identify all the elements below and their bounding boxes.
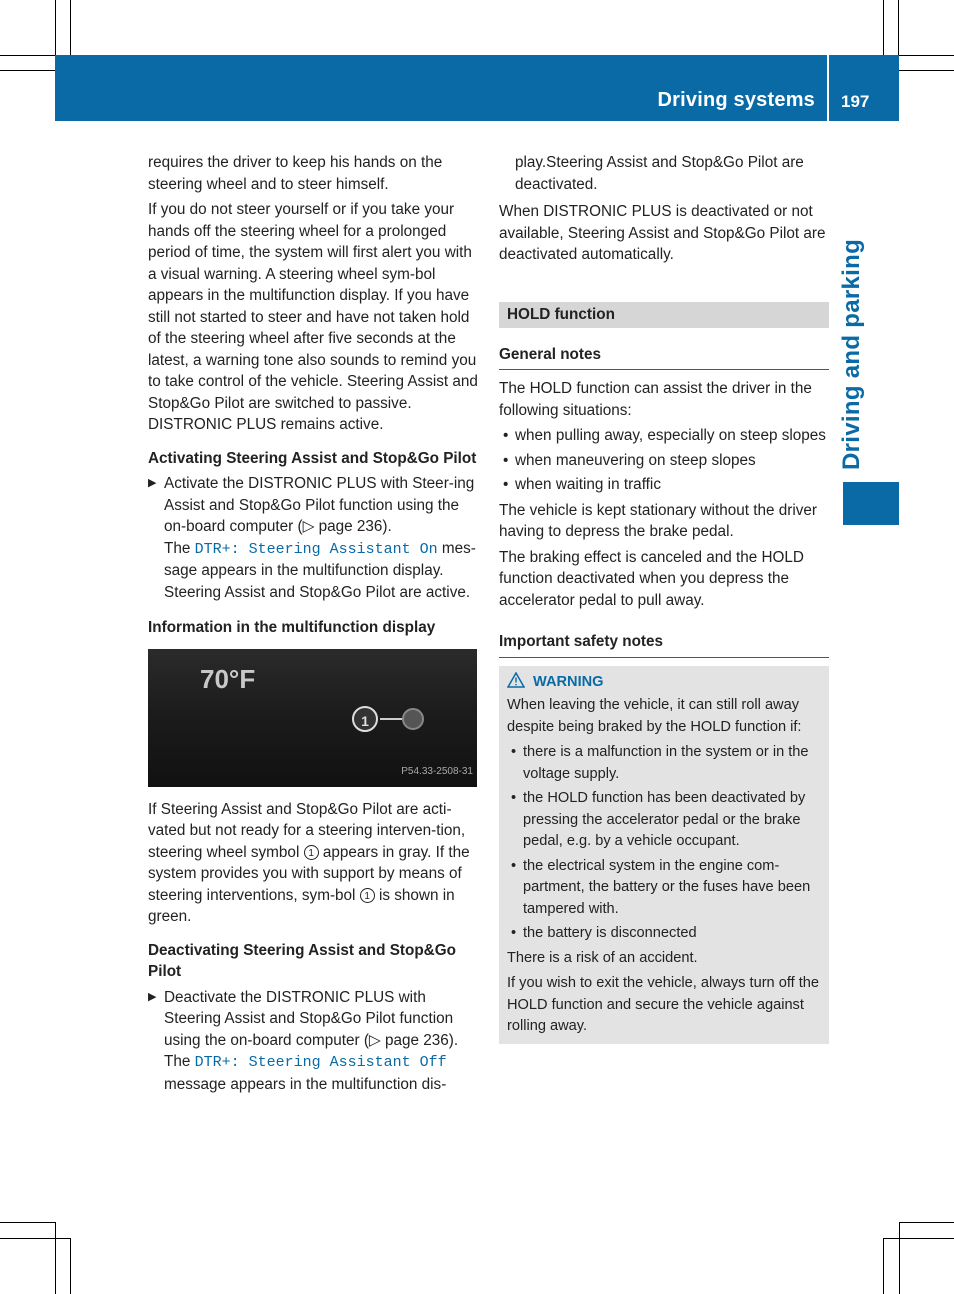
paragraph: If Steering Assist and Stop&Go Pilot are acti-vated but not ready for a steering interven-tion, steering wheel symbol 1 appears in gray. If the system provides you with support by means of steering interventions, sym-bol 1 is shown in green. (148, 800, 470, 925)
list-item: • the battery is disconnected (507, 923, 821, 945)
callout-line (380, 718, 402, 720)
bullet-icon: • (503, 476, 509, 493)
warning-triangle-icon (507, 672, 525, 688)
crop-mark (898, 0, 899, 55)
crop-mark (899, 1222, 954, 1223)
left-column (148, 152, 480, 1099)
paragraph: If you wish to exit the vehicle, always turn off the HOLD function and secure the vehicle against rolling away. (507, 975, 820, 1034)
crop-mark (899, 70, 954, 71)
bullet-icon: • (503, 427, 509, 444)
crop-mark (70, 1238, 71, 1294)
crop-mark (55, 0, 56, 55)
subheading: Important safety notes (499, 631, 829, 658)
paragraph: When DISTRONIC PLUS is deactivated or not available, Steering Assist and Stop&Go Pilot are deactivated automatically. (499, 203, 826, 263)
list-item: • when pulling away, especially on steep slopes (499, 425, 829, 447)
chapter-tab-marker (843, 482, 899, 525)
step-text: Activate the DISTRONIC PLUS with Steer-ing Assist and Stop&Go Pilot function using the on-board computer (▷ page 236). (164, 475, 475, 535)
crop-mark (883, 1238, 884, 1294)
list-item: • there is a malfunction in the system or in the voltage supply. (511, 744, 809, 782)
multifunction-display-image (148, 649, 477, 787)
callout-one-icon: 1 (304, 845, 319, 860)
list-item: • the electrical system in the engine com-partment, the battery or the fuses have been tampered with. (511, 857, 811, 917)
paragraph: play.Steering Assist and Stop&Go Pilot are deactivated. (515, 154, 804, 193)
step-result: The DTR+: Steering Assistant Off message appears in the multifunction dis- (164, 1053, 447, 1093)
paragraph: There is a risk of an accident. (507, 949, 698, 966)
bullet-icon: • (511, 790, 517, 806)
bullet-icon: • (511, 857, 517, 874)
crop-mark (899, 1222, 900, 1294)
subheading: Activating Steering Assist and Stop&Go Pilot (148, 449, 477, 467)
display-message: DTR+: Steering Assistant On (194, 540, 438, 558)
crop-mark (55, 1222, 56, 1294)
paragraph: If you do not steer yourself or if you take your hands off the steering wheel for a prolonged period of time, the system will first alert you with a visual warning. A steering wheel sym-bol appears in the multifunction display. If you have still not started to steer and have not taken hold of the steering wheel after five seconds at the latest, a warning tone also sounds to remind you to take control of the vehicle. Steering Assist and Stop&Go Pilot are switched to passive. DISTRONIC PLUS remains active. (148, 201, 478, 433)
crop-mark (70, 0, 71, 55)
steering-wheel-icon (402, 708, 424, 730)
crop-mark (0, 1222, 55, 1223)
list-item: • the HOLD function has been deactivated by pressing the accelerator pedal or the brake pedal, e.g. by a vehicle occupant. (511, 790, 806, 849)
header-divider (827, 55, 829, 121)
page-number: 197 (841, 92, 870, 111)
warning-header (507, 672, 821, 694)
list-item: • when maneuvering on steep slopes (499, 450, 829, 472)
step-text: Deactivate the DISTRONIC PLUS with Steering Assist and Stop&Go Pilot function using the on-board computer (▷ page 236). (164, 988, 459, 1049)
bullet-icon: • (511, 744, 517, 760)
section-title: Driving systems (657, 89, 815, 111)
warning-box (499, 666, 829, 1044)
crop-mark (883, 0, 884, 55)
crop-mark (0, 1238, 70, 1239)
bullet-icon: • (503, 451, 509, 469)
section-band: HOLD function (499, 302, 829, 328)
instruction-step (148, 473, 480, 603)
paragraph: When leaving the vehicle, it can still roll away despite being braked by the HOLD function if: (507, 697, 802, 735)
step-arrow-icon: ▶ (148, 477, 157, 489)
display-temperature: 70°F (200, 663, 256, 694)
bullet-icon: • (511, 925, 517, 941)
step-result: The DTR+: Steering Assistant On mes-sage appears in the multifunction display. Steering Assist and Stop&Go Pilot are active. (164, 539, 476, 601)
subheading: General notes (499, 344, 829, 371)
image-code: P54.33-2508-31 (401, 766, 473, 777)
step-arrow-icon: ▶ (148, 990, 157, 1003)
header-bar (55, 55, 899, 121)
steering-wheel-symbol-icon: 1 (352, 706, 378, 732)
right-column (499, 152, 829, 1044)
subheading: Information in the multifunction display (148, 619, 436, 636)
crop-mark (883, 1238, 954, 1239)
subheading: Deactivating Steering Assist and Stop&Go Pilot (148, 941, 456, 980)
crop-mark (0, 70, 55, 71)
list-item: • when waiting in traffic (499, 474, 829, 496)
display-message: DTR+: Steering Assistant Off (194, 1054, 447, 1071)
instruction-step (148, 987, 480, 1096)
crop-mark (899, 55, 954, 56)
warning-title: WARNING (533, 673, 604, 690)
paragraph: The vehicle is kept stationary without the driver having to depress the brake pedal. (499, 501, 817, 540)
chapter-tab-label: Driving and parking (838, 238, 865, 470)
paragraph: The HOLD function can assist the driver in the following situations: (499, 380, 812, 419)
crop-mark (0, 55, 55, 56)
paragraph: requires the driver to keep his hands on the steering wheel and to steer himself. (148, 154, 443, 193)
callout-one-icon: 1 (360, 888, 375, 903)
paragraph: The braking effect is canceled and the HOLD function deactivated when you depress the accelerator pedal to pull away. (499, 548, 804, 609)
